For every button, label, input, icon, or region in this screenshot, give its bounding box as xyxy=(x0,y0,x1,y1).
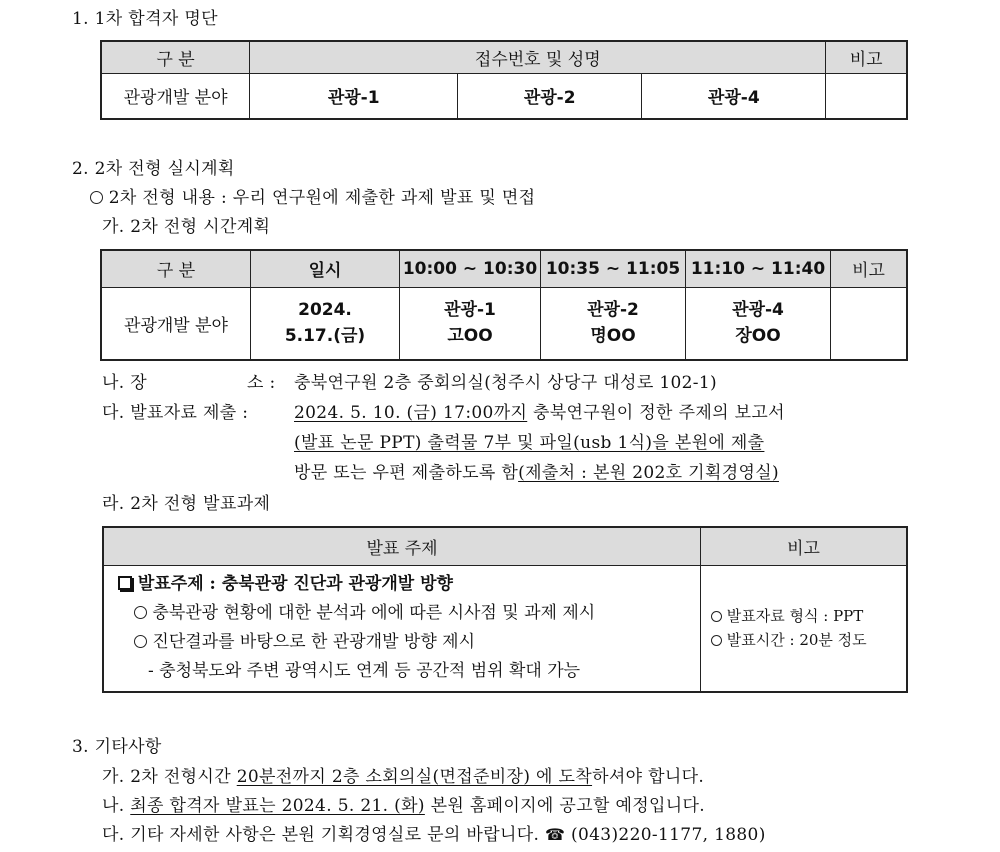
bullet-text: 충북관광 현황에 대한 분석과 에에 따른 시사점 및 과제 제시 xyxy=(152,603,596,624)
topic-note-cell xyxy=(701,565,908,692)
col-category-header: 구 분 xyxy=(101,250,251,287)
topic-cell xyxy=(103,565,701,692)
submit-label: 다. 발표자료 제출 : xyxy=(102,403,249,423)
submit-line-3 xyxy=(294,462,779,484)
topic-dash-item: - 충청북도와 주변 광역시도 연계 등 공간적 범위 확대 가능 xyxy=(148,661,581,682)
topic-bullet xyxy=(118,599,700,628)
note-cell xyxy=(831,287,908,360)
submit-destination: (제출처 : 본원 202호 기획경영실) xyxy=(518,463,779,483)
schedule-table xyxy=(100,249,908,361)
circle-bullet-icon xyxy=(134,635,147,648)
col-category-header: 구 분 xyxy=(101,41,250,73)
slot-header: 11:10 ~ 11:40 xyxy=(686,250,831,287)
slot-cell xyxy=(686,287,831,360)
slot-id: 관광-2 xyxy=(587,300,639,321)
note-ga-underlined: 20분전까지 2층 소회의실(면접준비장) 에 도착 xyxy=(236,767,593,787)
note-na-underlined: 최종 합격자 발표는 2024. 5. 21. (화) xyxy=(130,796,425,816)
circle-bullet-icon xyxy=(90,191,103,204)
content-text: 2차 전형 내용 : 우리 연구원에 제출한 과제 발표 및 면접 xyxy=(108,188,536,208)
applicant-cell: 관광-1 xyxy=(250,73,458,119)
submit-line-3-text: 방문 또는 우편 제출하도록 함 xyxy=(294,463,519,483)
applicant-cell: 관광-4 xyxy=(642,73,826,119)
submit-deadline: 2024. 5. 10. (금) 17:00까지 xyxy=(294,403,528,423)
note-ga xyxy=(102,766,704,788)
place-label: 나. 장 xyxy=(102,373,148,393)
sub-heading-ra: 라. 2차 전형 발표과제 xyxy=(102,494,271,514)
slot-name: 고OO xyxy=(447,326,493,347)
place-label-2: 소 : xyxy=(247,373,276,393)
section2-heading: 2. 2차 전형 실시계획 xyxy=(72,159,235,179)
slot-name: 장OO xyxy=(735,326,781,347)
slot-id: 관광-4 xyxy=(732,300,784,321)
row-category: 관광개발 분야 xyxy=(101,287,251,360)
col-date-header: 일시 xyxy=(251,250,400,287)
date-line: 5.17.(금) xyxy=(284,326,366,347)
bullet-text: 진단결과를 바탕으로 한 관광개발 방향 제시 xyxy=(152,632,476,653)
topic-title-text: 발표주제 : 충북관광 진단과 관광개발 방향 xyxy=(137,574,453,595)
note-da xyxy=(102,824,766,846)
note-da-text: 다. 기타 자세한 사항은 본원 기획경영실로 문의 바랍니다. xyxy=(102,825,540,845)
col-applicants-header: 접수번호 및 성명 xyxy=(250,41,826,73)
circle-bullet-icon xyxy=(711,635,722,646)
note-ga-prefix: 가. 2차 전형시간 xyxy=(102,767,231,787)
sub-heading-ga: 가. 2차 전형 시간계획 xyxy=(102,217,271,237)
submit-line-1-rest: 충북연구원이 정한 주제의 보고서 xyxy=(532,403,785,423)
checkbox-square-icon xyxy=(118,576,132,590)
phone-number: (043)220-1177, 1880) xyxy=(571,825,766,845)
date-line: 2024. xyxy=(298,300,352,321)
note-na-suffix: 본원 홈페이지에 공고할 예정입니다. xyxy=(430,796,706,816)
topic-bullet xyxy=(118,628,700,657)
topic-title xyxy=(118,570,700,599)
col-note-header: 비고 xyxy=(701,527,908,565)
circle-bullet-icon xyxy=(134,606,147,619)
row-category: 관광개발 분야 xyxy=(101,73,250,119)
note-cell xyxy=(826,73,907,119)
slot-cell xyxy=(400,287,541,360)
finalists-table xyxy=(100,40,908,120)
slot-id: 관광-1 xyxy=(444,300,496,321)
col-note-header: 비고 xyxy=(831,250,908,287)
note-item xyxy=(711,628,906,652)
circle-bullet-icon xyxy=(711,611,722,622)
note-na-prefix: 나. xyxy=(102,796,125,816)
slot-cell xyxy=(541,287,686,360)
note-text: 발표자료 형식 : PPT xyxy=(726,607,864,626)
applicant-cell: 관광-2 xyxy=(458,73,642,119)
content-line xyxy=(90,187,535,209)
note-ga-suffix: 하셔야 합니다. xyxy=(592,767,705,787)
phone-icon: ☎ xyxy=(544,825,566,844)
submit-line-2: (발표 논문 PPT) 출력물 7부 및 파일(usb 1식)을 본원에 제출 xyxy=(294,433,765,453)
place-value: 충북연구원 2층 중회의실(청주시 상당구 대성로 102-1) xyxy=(294,373,718,393)
note-na xyxy=(102,795,705,817)
section3-heading: 3. 기타사항 xyxy=(72,737,162,757)
note-item xyxy=(711,604,906,628)
note-text: 발표시간 : 20분 정도 xyxy=(726,631,867,650)
col-topic-header: 발표 주제 xyxy=(103,527,701,565)
col-note-header: 비고 xyxy=(826,41,907,73)
slot-name: 명OO xyxy=(590,326,636,347)
slot-header: 10:00 ~ 10:30 xyxy=(400,250,541,287)
submit-line-1 xyxy=(294,402,785,424)
topic-table xyxy=(102,526,908,693)
date-cell xyxy=(251,287,400,360)
section1-heading: 1. 1차 합격자 명단 xyxy=(72,9,218,29)
slot-header: 10:35 ~ 11:05 xyxy=(541,250,686,287)
